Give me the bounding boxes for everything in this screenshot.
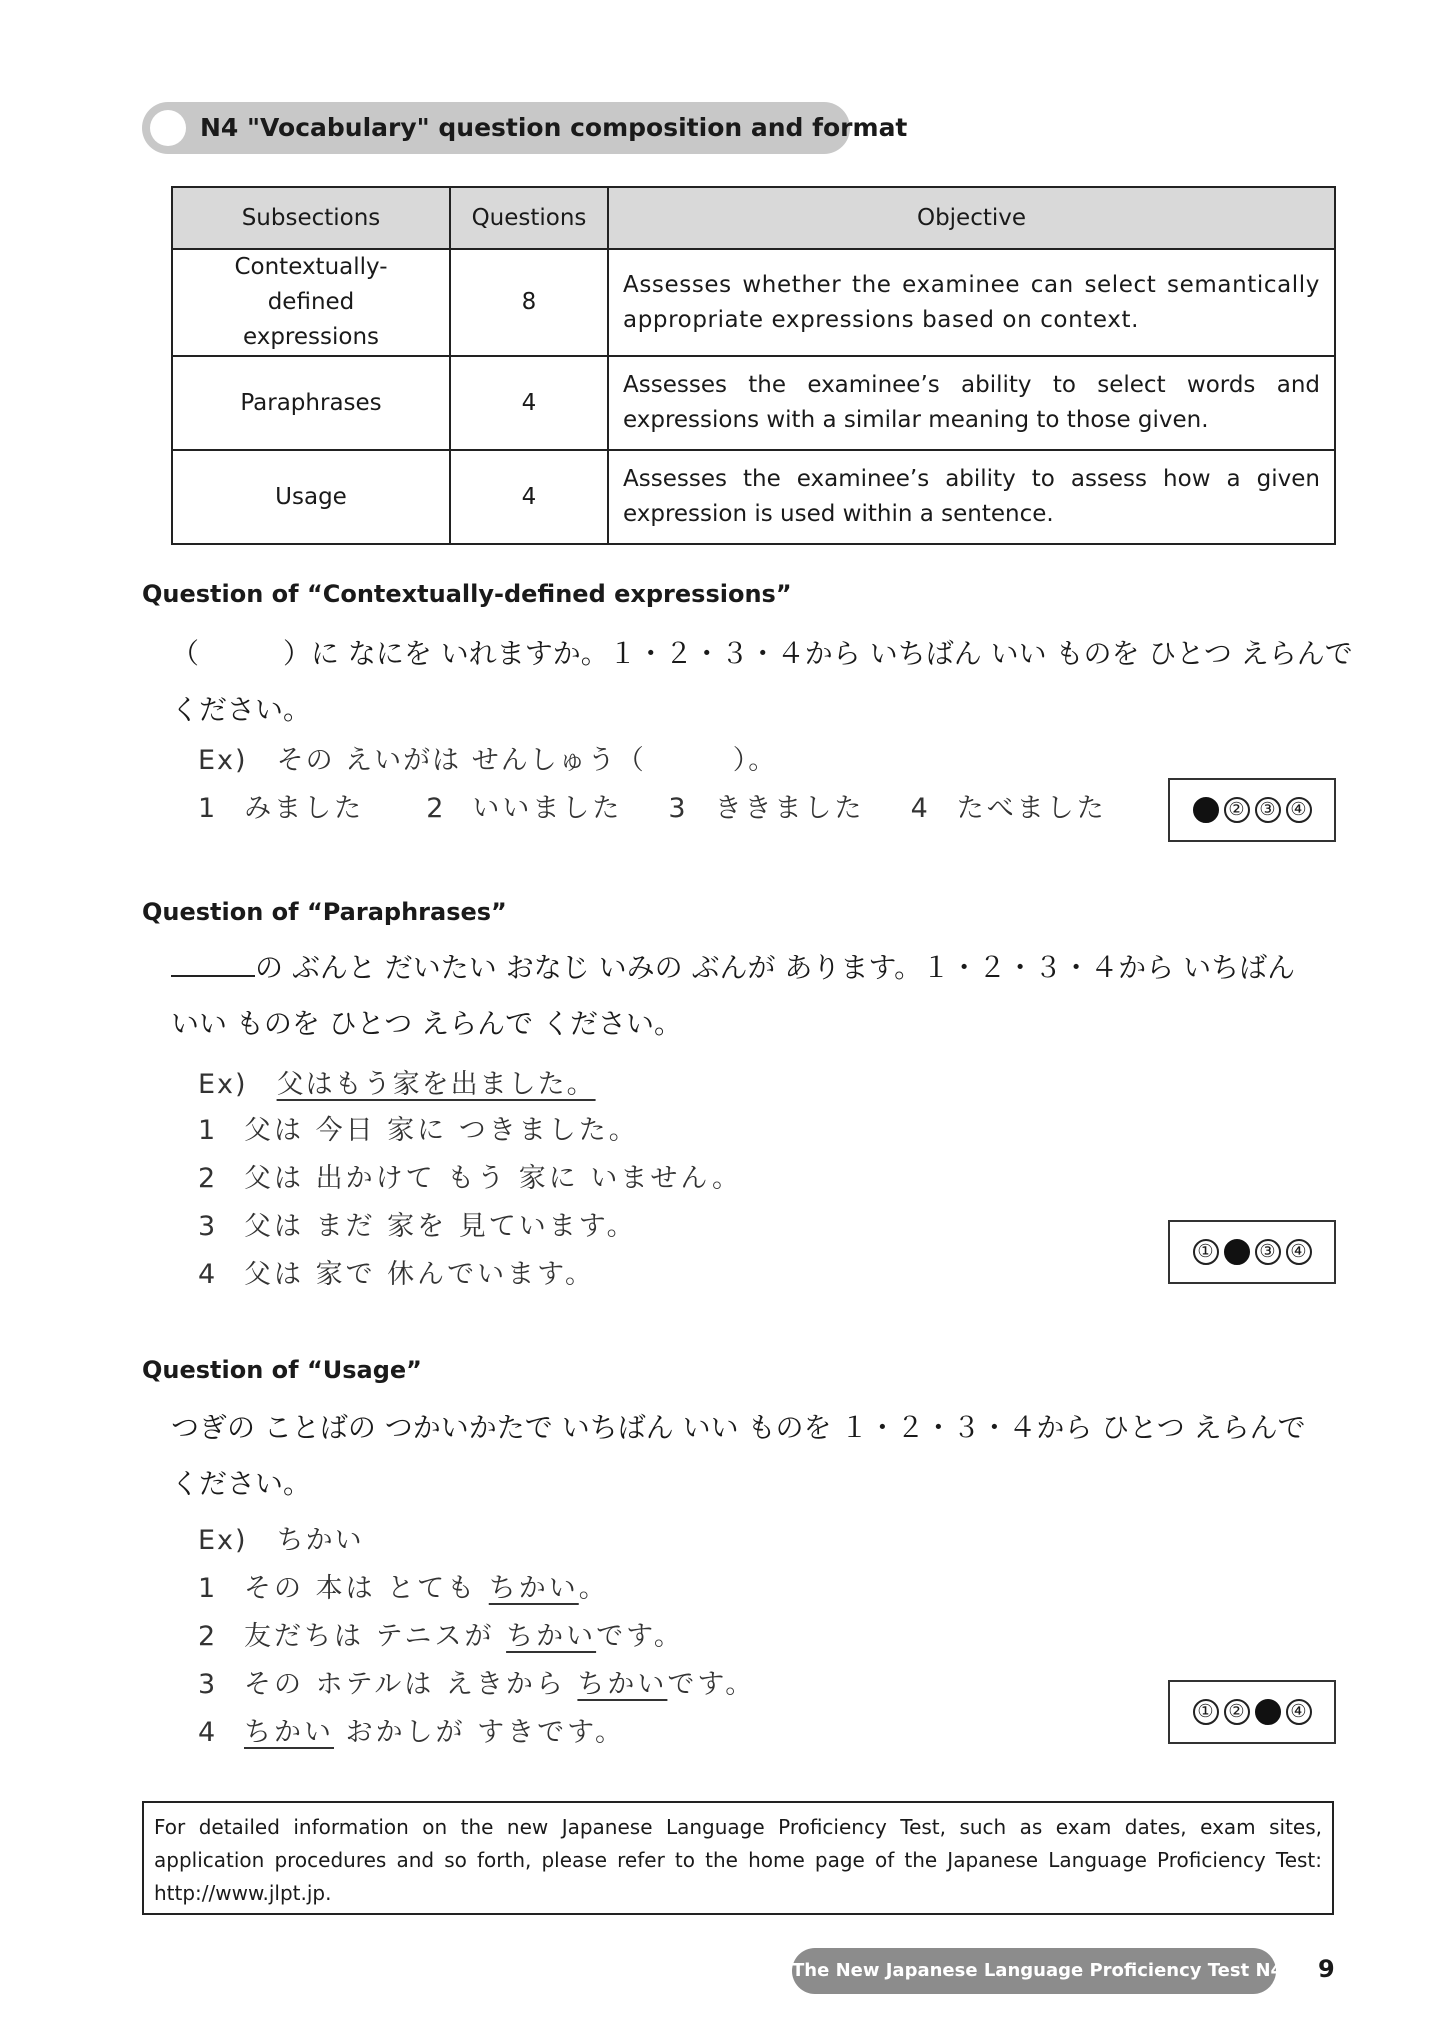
questions-cell: 4 (450, 356, 608, 450)
option-text: ききました (714, 793, 865, 824)
table-row (172, 249, 1335, 356)
answer-mark: ② (1224, 1699, 1250, 1725)
column-header: Objective (608, 187, 1335, 249)
answer-mark: ① (1193, 1699, 1219, 1725)
question-heading: Question of “Paraphrases” (142, 898, 507, 926)
table-row (172, 450, 1335, 544)
list-item: 3 父は まだ 家を 見ています。 (198, 1211, 637, 1242)
answer-mark: ④ (1286, 1239, 1312, 1265)
bullet-circle-icon (150, 110, 186, 146)
question-instruction (171, 1400, 1336, 1512)
page-number: 9 (1318, 1955, 1335, 1983)
underlined-example: 父はもう家を出ました。 (276, 1069, 596, 1100)
subsection-cell: Contextually-defined expressions (172, 249, 450, 356)
info-box: For detailed information on the new Japanese Language Proficiency Test, such as exam dates, exam sites, application procedures and so forth, please refer to the home page of the Japanese Language Proficiency Test: http://www.jlpt.jp. (142, 1801, 1334, 1915)
table-header-row (172, 187, 1335, 249)
section-header (142, 102, 908, 154)
column-header: Questions (450, 187, 608, 249)
questions-cell: 4 (450, 450, 608, 544)
question-composition-table (171, 186, 1336, 545)
answer-box (1168, 778, 1336, 842)
example-sentence: Ex) 父はもう家を出ました。 (198, 1069, 596, 1100)
question-instruction (171, 940, 1336, 1052)
subsection-cell: Paraphrases (172, 356, 450, 450)
option-number: 1 (198, 793, 219, 824)
blank-underline (171, 949, 255, 977)
objective-cell: Assesses the examinee’s ability to select words and expressions with a similar meaning to those given. (608, 356, 1335, 450)
question-heading: Question of “Usage” (142, 1356, 422, 1384)
option-number: 3 (668, 793, 689, 824)
question-heading: Question of “Contextually-defined expressions” (142, 580, 792, 608)
answer-mark: ③ (1255, 797, 1281, 823)
option-list (198, 786, 1107, 825)
subsection-cell: Usage (172, 450, 450, 544)
option-text: みました (244, 793, 365, 824)
questions-cell: 8 (450, 249, 608, 356)
option-text: いいました (472, 793, 623, 824)
list-item: 4 父は 家で 休んでいます。 (198, 1259, 596, 1290)
answer-box (1168, 1220, 1336, 1284)
column-header: Subsections (172, 187, 450, 249)
instruction-line: の ぶんと だいたい おなじ いみの ぶんが あります。１・２・３・４から いちばん (255, 951, 1296, 984)
option-number: 2 (426, 793, 447, 824)
example-sentence: Ex) その えいがは せんしゅう（ ）。 (198, 745, 778, 776)
list-item: 4 ちかい おかしが すきです。 (198, 1717, 626, 1748)
answer-mark-selected (1224, 1239, 1250, 1265)
option-text: たべました (956, 793, 1107, 824)
list-item: 1 父は 今日 家に つきました。 (198, 1115, 639, 1146)
answer-mark-selected (1193, 797, 1219, 823)
list-item: 2 父は 出かけて もう 家に いません。 (198, 1163, 742, 1194)
example-sentence: Ex) ちかい (198, 1525, 364, 1556)
instruction-line: いい ものを ひとつ えらんで ください。 (171, 1007, 683, 1040)
option-number: 4 (910, 793, 931, 824)
footer-label: The New Japanese Language Proficiency Test N4 (792, 1948, 1276, 1994)
instruction-line: ください。 (171, 693, 312, 726)
answer-mark: ① (1193, 1239, 1219, 1265)
list-item: 1 その 本は とても ちかい。 (198, 1573, 609, 1604)
instruction-line: ください。 (171, 1467, 312, 1500)
list-item: 3 その ホテルは えきから ちかいです。 (198, 1669, 756, 1700)
instruction-line: （ ）に なにを いれますか。１・２・３・４から いちばん いい ものを ひとつ えらんで (171, 637, 1353, 670)
answer-mark: ② (1224, 797, 1250, 823)
objective-cell: Assesses whether the examinee can select semantically appropriate expressions based on context. (608, 249, 1335, 356)
answer-box (1168, 1680, 1336, 1744)
objective-cell: Assesses the examinee’s ability to assess how a given expression is used within a sentence. (608, 450, 1335, 544)
instruction-line: つぎの ことばの つかいかたで いちばん いい ものを １・２・３・４から ひとつ えらんで (171, 1411, 1306, 1444)
question-instruction (171, 626, 1353, 738)
answer-mark: ④ (1286, 797, 1312, 823)
answer-mark: ③ (1255, 1239, 1281, 1265)
section-title: N4 "Vocabulary" question composition and format (200, 113, 908, 142)
list-item: 2 友だちは テニスが ちかいです。 (198, 1621, 684, 1652)
answer-mark-selected (1255, 1699, 1281, 1725)
table-row (172, 356, 1335, 450)
answer-mark: ④ (1286, 1699, 1312, 1725)
